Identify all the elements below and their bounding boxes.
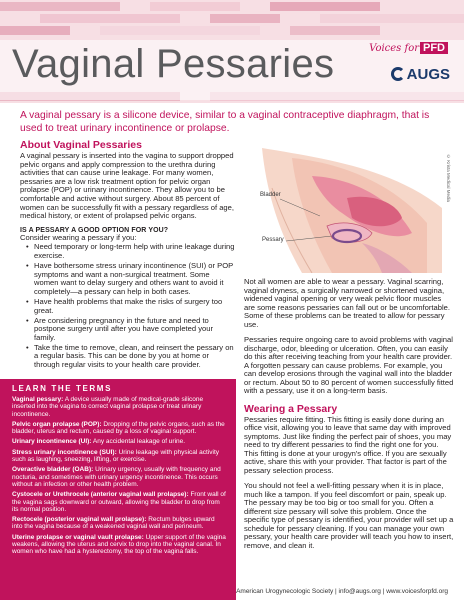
- term-definition: Urine leakage with physical activity such as laughing, sneezing, lifting, or exercise.: [12, 448, 219, 464]
- list-item: • Need temporary or long-term help with urine leakage during exercise.: [20, 243, 236, 260]
- bladder-label: Bladder: [260, 192, 281, 198]
- term-name: Overactive bladder (OAB):: [12, 466, 94, 474]
- term-item: [12, 449, 226, 464]
- term-item: [12, 516, 226, 531]
- term-item: [12, 466, 226, 488]
- pelvic-anatomy-drawing: [242, 148, 452, 273]
- term-name: Uterine prolapse or vaginal vault prolapse:: [12, 533, 144, 541]
- term-definition: Front wall of the vagina sags downward or outward, allowing the bladder to drop from its normal position.: [12, 491, 226, 513]
- term-name: Vaginal pessary:: [12, 396, 64, 403]
- intro-text: A vaginal pessary is a silicone device, similar to a vaginal contraceptive diaphragm, that is used to treat urinary incontinence or prolapse.: [20, 110, 430, 134]
- term-name: Rectocele (posterior vaginal wall prolapse):: [12, 516, 147, 524]
- comfort-paragraph: You should not feel a well-fitting pessary when it is in place, much like a tampon. If you feel discomfort or pain, speak up. The pessary may be too big or too small for you. Often a different size pessary will solve this problem. Once the specific type of pessary is identified, your provider will set up a schedule for pessary cleaning. If you can manage your own pessary, your health care provider will teach you how to insert, remove, and clean it.: [244, 481, 454, 550]
- term-definition: A device usually made of medical-grade silicone inserted into the vagina to correct vaginal prolapse or treat urinary incontinence.: [12, 396, 204, 418]
- pessary-label: Pessary: [262, 237, 284, 243]
- term-item: [12, 438, 226, 445]
- header-banner: [0, 0, 464, 103]
- term-item: [12, 491, 226, 513]
- list-item: • Are considering pregnancy in the future and need to postpone surgery until after you have completed your family.: [20, 317, 236, 343]
- care-paragraph: Pessaries require ongoing care to avoid problems with vaginal discharge, odor, bleeding or ulceration. Often, you can easily do this after receiving teaching from your health care provider. A forgotten pessary can cause problems. For example, you can develop erosions through the vaginal wall into the bladder or rectum. About 50 to 80 percent of women successfully fitted with a pessary, use it on a long-term basis.: [244, 335, 454, 395]
- augs-logo-icon: [391, 67, 405, 81]
- term-definition: Rectum bulges upward into the vagina because of a weakened vaginal wall and perineum.: [12, 516, 215, 531]
- anatomy-illustration: [242, 148, 452, 273]
- about-body: A vaginal pessary is inserted into the vagina to support dropped pelvic organs and apply compression to the urethra during activities that can cause urine leakage. For many women, pessaries are a low risk treatment option for pelvic organ prolapse (POP) or urinary incontinence. They allow you to be comfortable and active without surgery. About 85 percent of women can be successfully fit with a pessary regardless of age, medical history, or extent of prolapsed pelvic organs.: [20, 151, 234, 221]
- list-item: • Have health problems that make the risks of surgery too great.: [20, 298, 236, 315]
- option-lead: Consider wearing a pessary if you:: [20, 232, 137, 242]
- terms-heading: LEARN THE TERMS: [12, 384, 112, 393]
- option-subheading: IS A PESSARY A GOOD OPTION FOR YOU?: [20, 226, 169, 234]
- learn-the-terms-box: [0, 379, 236, 600]
- image-credit: © Krista Medical Media: [446, 154, 451, 203]
- list-item: • Take the time to remove, clean, and reinsert the pessary on a regular basis. This can be done by you at home or through regular visits to your health care provider.: [20, 344, 236, 370]
- right-column: [244, 278, 454, 557]
- term-definition: Dropping of the pelvic organs, such as the bladder, uterus and rectum, caused by a loss of vaginal support.: [12, 420, 225, 436]
- term-item: [12, 534, 226, 556]
- list-item: • Have bothersome stress urinary incontinence (SUI) or POP symptoms and want a non-surgical treatment. Some women want to delay surgery and others want to avoid it completely—a pessary can help in both cases.: [20, 262, 236, 296]
- term-name: Pelvic organ prolapse (POP):: [12, 420, 102, 428]
- fitting-paragraph: Pessaries require fitting. This fitting is easily done during an office visit, allowing you to leave that same day with improved symptoms. Just like finding the perfect pair of shoes, you may need to try different pessaries to find the right one for you. This fitting is done at your urogyn's office. If you are sexually active, share this with your provider. That factor is part of the pessary selection process.: [244, 414, 452, 475]
- page-title: Vaginal Pessaries: [12, 42, 335, 86]
- left-column: [20, 139, 236, 371]
- augs-logo: AUGS: [391, 66, 450, 83]
- term-definition: Upper support of the vagina weakens, allowing the uterus and cervix to drop into the vaginal canal. In women who have had a hysterectomy, the top of the vagina falls.: [12, 533, 226, 556]
- term-item: [12, 396, 226, 418]
- term-name: Cystocele or Urethrocele (anterior vaginal wall prolapse):: [12, 491, 189, 499]
- voices-for-pfd-logo: Voices for PFD: [369, 42, 448, 54]
- term-name: Urinary incontinence (UI):: [12, 438, 92, 446]
- about-heading: About Vaginal Pessaries: [20, 139, 142, 151]
- option-list: [20, 243, 236, 369]
- term-definition: Any accidental leakage of urine.: [92, 438, 186, 446]
- term-item: [12, 421, 226, 436]
- term-definition: Urinary urgency, usually with frequency and nocturia, and sometimes with urinary urgency incontinence. This occurs without an infection or other health problem.: [12, 466, 221, 488]
- wearing-heading: Wearing a Pessary: [244, 402, 338, 415]
- term-name: Stress urinary incontinence (SUI):: [12, 448, 117, 456]
- footer-contact: American Urogynecologic Society | info@augs.org | www.voicesforpfd.org: [236, 588, 448, 595]
- suitability-paragraph: Not all women are able to wear a pessary. Vaginal scarring, vaginal dryness, a surgically narrowed or shortened vagina, widened vaginal opening or very weak pelvic floor muscles are some reasons pessaries can fall out or be uncomfortable. Some of these problems can be treated to allow for pessary use.: [244, 277, 450, 329]
